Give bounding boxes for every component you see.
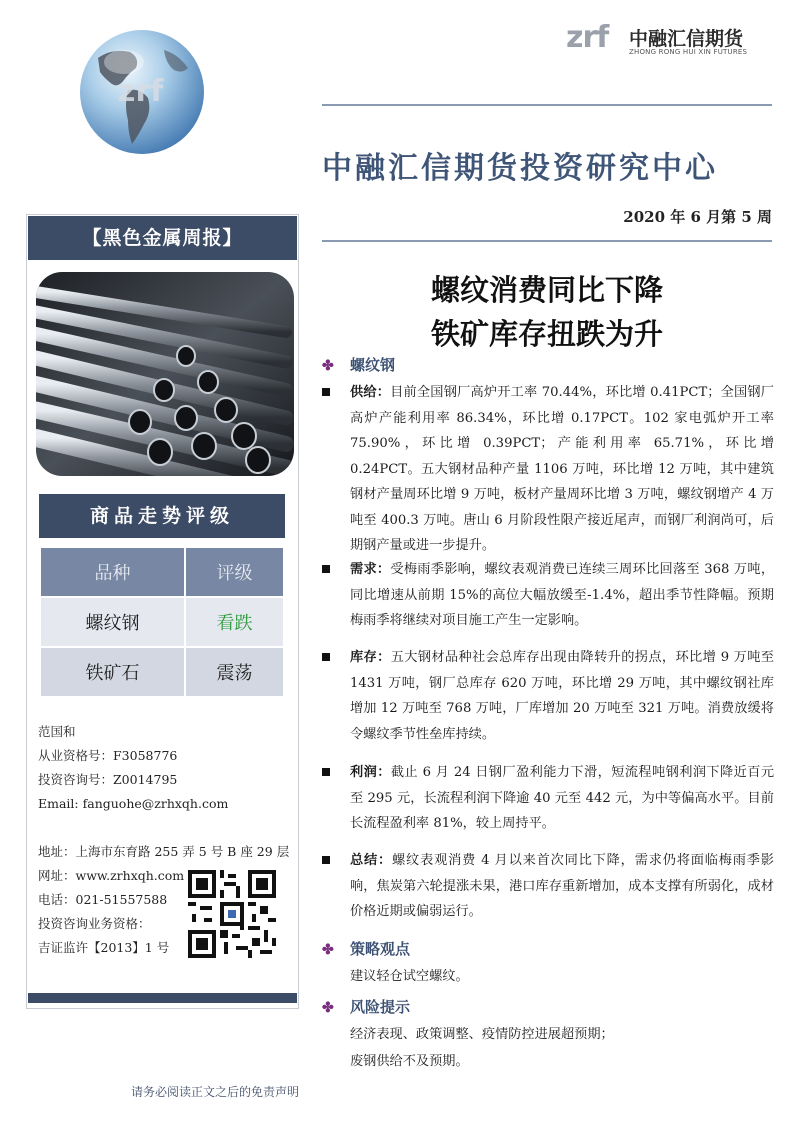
headline-line-1: 螺纹消费同比下降 [430,273,663,307]
supply-text: 目前全国钢厂高炉开工率 70.44%，环比增 0.41PCT；全国钢厂高炉产能利用率 86.34%，环比增 0.17PCT。102 家电弧炉开工率 75.90%，环比增 0.39PCT；产能利用率 65.71%，环比增 0.24PCT。五大钢材品种产量 1106 万吨，环比增 12 万吨，其中建筑钢材产量周环比增 9 万吨，板材产量周环比增 3 万吨，螺纹钢增产 4 万吨至 400.3 万吨。唐山 6 月阶段性限产接近尾声，而钢厂利润尚可，后期钢产量或进一步提升。 [350,385,774,553]
brand-english-name: ZHONG RONG HUI XIN FUTURES [629,48,748,56]
qr-code-icon [188,870,276,958]
bullet-star-icon: ✤ [322,1000,334,1016]
header-divider [322,104,772,106]
product-cell: 螺纹钢 [41,598,184,646]
square-bullet-icon [322,768,330,776]
company-website: 网址：www.zrhxqh.com [38,868,185,883]
analyst-name: 范国和 [38,724,76,739]
risk-line: 废钢供给不及预期。 [350,1054,469,1069]
summary-label: 总结： [350,853,393,868]
table-row [41,648,283,696]
bullet-star-icon: ✤ [322,942,334,958]
license-label: 投资咨询业务资格： [38,916,151,931]
product-cell: 铁矿石 [41,648,184,696]
summary-text: 螺纹表观消费 4 月以来首次同比下降，需求仍将面临梅雨季影响，焦炭第六轮提涨未果，港口库存重新增加，成本支撑有所弱化，成材价格近期或偏弱运行。 [350,853,774,919]
inventory-text: 五大钢材品种社会总库存出现由降转升的拐点，环比增 9 万吨至 1431 万吨，钢厂总库存 620 万吨，环比增 29 万吨，其中螺纹钢社库增加 12 万吨至 768 万吨，厂库增加 20 万吨至 321 万吨。消费放缓将令螺纹季节性垒库持续。 [350,650,774,742]
analyst-consult-number: 投资咨询号：Z0014795 [38,772,178,787]
company-phone: 电话：021-51557588 [38,892,168,907]
brand-logo-mark: zrf [566,20,609,55]
rating-banner: 商品走势评级 [39,494,285,538]
company-address: 地址：上海市东育路 255 弄 5 号 B 座 29 层 [38,844,290,859]
profit-text: 截止 6 月 24 日钢厂盈利能力下滑，短流程吨钢利润下降近百元至 295 元，长流程利润下降逾 40 元至 442 元，为中等偏高水平。目前长流程盈利率 81%，较上周持平。 [350,765,775,831]
globe-logo-text: zrf [118,74,164,109]
strategy-section-title: ✤ 策略观点 [322,940,411,958]
supply-paragraph [322,380,774,559]
analyst-info [38,720,298,816]
steel-pipes-image [36,272,294,476]
inventory-paragraph [322,645,774,747]
demand-text: 受梅雨季影响，螺纹表观消费已连续三周环比回落至 368 万吨，同比增速从前期 15%的高位大幅放缓至-1.4%，超出季节性降幅。预期梅雨季将继续对项目施工产生一定影响。 [350,562,775,628]
analyst-qualification: 从业资格号：F3058776 [38,748,178,763]
header-product: 品种 [41,548,184,596]
rating-table-header [41,548,283,596]
inventory-label: 库存： [350,650,391,665]
rating-table [39,546,285,698]
disclaimer-note: 请务必阅读正文之后的免责声明 [130,1085,299,1099]
supply-label: 供给： [350,385,391,400]
demand-paragraph [322,557,774,634]
profit-label: 利润： [350,765,391,780]
bullet-star-icon: ✤ [322,358,334,374]
square-bullet-icon [322,856,330,864]
report-type-banner: 【黑色金属周报】 [28,216,297,260]
date-divider [322,240,772,242]
rebar-section-title: ✤ 螺纹钢 [322,356,396,374]
square-bullet-icon [322,653,330,661]
risk-line: 经济表现、政策调整、疫情防控进展超预期； [350,1027,614,1042]
research-center-title: 中融汇信期货投资研究中心 [322,151,718,186]
headline-line-2: 铁矿库存扭跌为升 [430,317,663,351]
strategy-text: 建议轻仓试空螺纹。 [350,969,469,984]
risk-section-title: ✤ 风险提示 [322,998,411,1016]
rating-cell: 震荡 [186,648,283,696]
company-contact [38,840,290,960]
analyst-email: Email: fanguohe@zrhxqh.com [38,796,229,811]
square-bullet-icon [322,388,330,396]
rating-cell: 看跌 [186,598,283,646]
summary-paragraph [322,848,774,925]
report-date: 2020 年 6 月第 5 周 [623,208,772,226]
profit-paragraph [322,760,774,837]
header-rating: 评级 [186,548,283,596]
demand-label: 需求： [350,562,391,577]
sidebar-footer-bar [28,993,297,1003]
license-number: 吉证监许【2013】1 号 [38,940,170,955]
table-row [41,598,283,646]
brand-logo [566,20,766,62]
globe-logo [78,28,206,156]
square-bullet-icon [322,565,330,573]
brand-name: 中融汇信期货 [629,28,744,50]
